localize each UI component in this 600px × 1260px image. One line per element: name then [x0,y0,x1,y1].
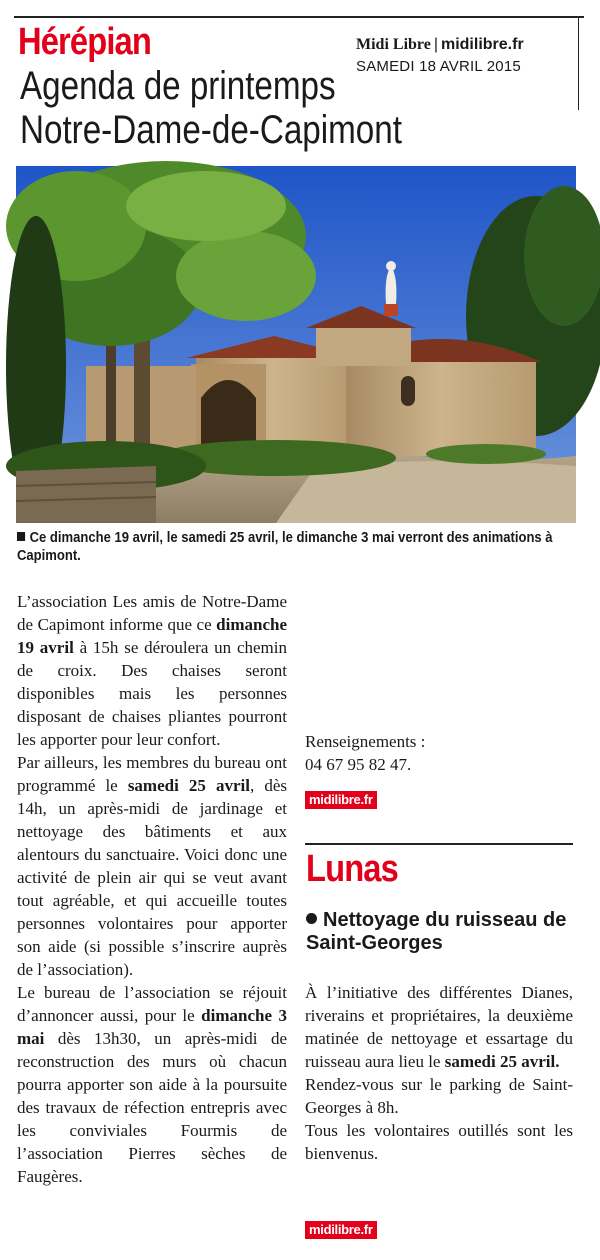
masthead-brand: Midi Libre [356,36,431,53]
bold-date-samedi-25-avril: samedi 25 avril [127,776,250,795]
town-heading-herepian: Hérépian [18,21,151,63]
masthead-separator: | [433,36,438,53]
article-paragraph-2: Par ailleurs, les membres du bureau ont programmé le samedi 25 avril, dès 14h, un après-midi de jardinage et nettoyage des bâtiments et aux alentours du sanctuaire. Voici donc une activité de plein air qui se veut avant tout agréable, et qui accueille toutes personnes volontaires pour apporter son aide (si possible s’inscrire auprès de l’association). [17,753,287,979]
masthead [356,36,524,54]
header-right-rule [578,16,579,110]
top-rule [14,16,584,18]
caption-bullet-square [17,532,25,541]
masthead-site: midilibre.fr [440,36,524,53]
bold-date-samedi-25-avril-lunas: samedi 25 avril. [444,1052,560,1071]
bold-date-dimanche-19-avril: dimanche 19 avril [17,615,287,657]
dateline: SAMEDI 18 AVRIL 2015 [356,58,521,75]
chapel-photo [16,166,576,523]
town-heading-lunas: Lunas [306,848,398,890]
lunas-article-body [305,981,573,1165]
headline-line-1: Agenda de printemps [20,64,336,108]
bold-date-dimanche-3-mai: dimanche 3 mai [17,1006,287,1048]
photo-caption [17,529,575,565]
lunas-paragraph-2: Rendez-vous sur le parking de Saint-Georges à 8h. [305,1075,573,1117]
chapel-photo-illustration [16,166,576,523]
article-info-phone: 04 67 95 82 47. [305,755,412,774]
lunas-paragraph-3: Tous les volontaires outillés sont les bienvenus. [305,1121,573,1163]
article-paragraph-3: Le bureau de l’association se réjouit d’annoncer aussi, pour le dimanche 3 mai dès 13h30, un après-midi de reconstruction des murs où chacun pourra apporter son aide à la poursuite des travaux de réfection entrepris avec les conviviales Fourmis de l’association Pierres sèches de Faugères. [17,983,287,1186]
title-bullet-icon [306,913,317,924]
lunas-section-rule [305,843,573,845]
article-paragraph-1: L’association Les amis de Notre-Dame de Capimont informe que ce dimanche 19 avril à 15h se déroulera un chemin de croix. Des chaises seront disponibles mais les personnes disposant de chaises pliantes pourront les apporter pour leur confort. [17,592,287,749]
lunas-paragraph-1: À l’initiative des différentes Dianes, riverains et propriétaires, la deuxième matinée de nettoyage et essartage du ruisseau aura lieu le samedi 25 avril. [305,983,573,1071]
headline [20,64,402,152]
midilibre-badge-lunas[interactable]: midilibre.fr [305,1221,377,1239]
midilibre-badge[interactable]: midilibre.fr [305,791,377,809]
article-info-label: Renseignements : [305,732,426,751]
headline-line-2: Notre-Dame-de-Capimont [20,108,402,152]
lunas-article-title: Nettoyage du ruisseau de Saint-Georges [306,909,567,954]
article-column-1 [17,590,287,1186]
article-column-2 [305,590,573,776]
caption-text: Ce dimanche 19 avril, le samedi 25 avril, le dimanche 3 mai verront des animations à Capimont. [17,530,553,564]
